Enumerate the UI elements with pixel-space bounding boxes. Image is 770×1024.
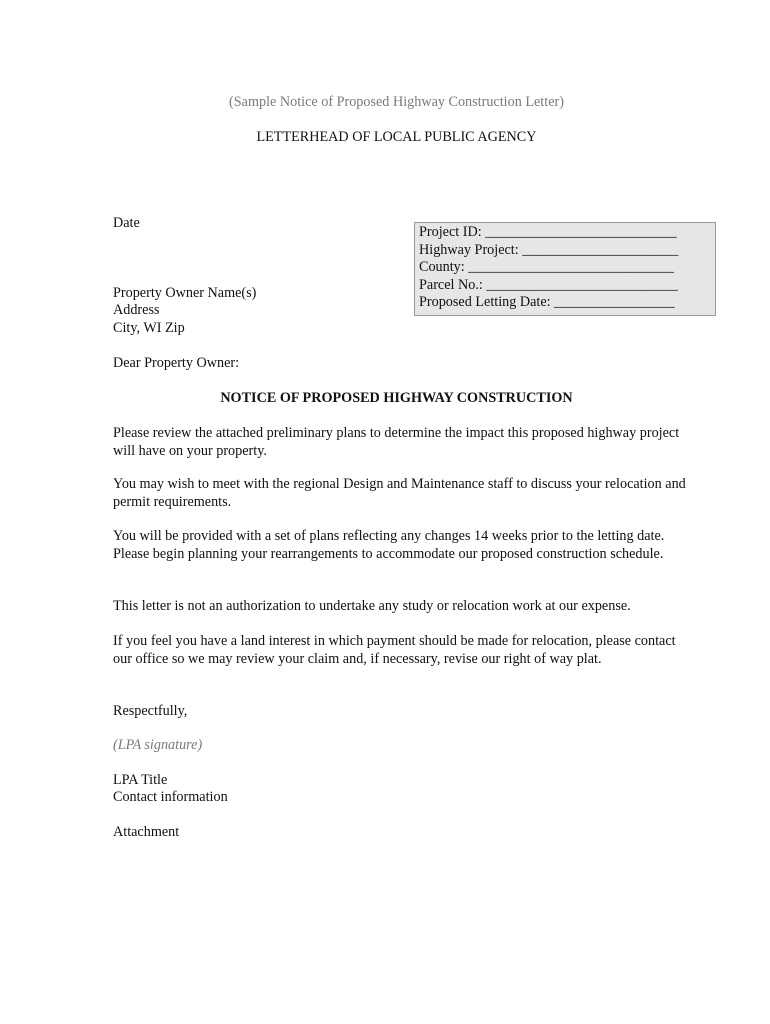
paragraph-review-plans: Please review the attached preliminary plans to determine the impact this proposed highway project will have on your property. — [113, 425, 680, 459]
recipient-city: City, WI Zip — [113, 320, 185, 336]
recipient-address: Address — [113, 302, 160, 318]
highway-project-field: Highway Project: ______________________ — [419, 241, 679, 258]
signer-title: LPA Title — [113, 772, 168, 788]
sample-note: (Sample Notice of Proposed Highway Construction Letter) — [229, 94, 564, 110]
paragraph-plans-provided: You will be provided with a set of plans reflecting any changes 14 weeks prior to the letting date. Please begin planning your rearrangements to accommodate our proposed construction schedule. — [113, 528, 665, 562]
notice-title: NOTICE OF PROPOSED HIGHWAY CONSTRUCTION — [220, 390, 573, 406]
letting-date-field: Proposed Letting Date: _________________ — [419, 294, 675, 310]
project-info-box — [414, 222, 716, 316]
project-id-field: Project ID: ___________________________ — [419, 224, 677, 240]
county-field: County: _____________________________ — [419, 259, 674, 275]
recipient-name: Property Owner Name(s) — [113, 285, 257, 301]
closing: Respectfully, — [113, 703, 188, 719]
parcel-no-field: Parcel No.: ___________________________ — [419, 276, 678, 293]
paragraph-meet-staff: You may wish to meet with the regional Design and Maintenance staff to discuss your relocation and permit requirements. — [113, 476, 686, 510]
salutation: Dear Property Owner: — [113, 355, 240, 371]
letterhead: LETTERHEAD OF LOCAL PUBLIC AGENCY — [256, 129, 537, 145]
signature-placeholder: (LPA signature) — [113, 737, 203, 753]
date-label: Date — [113, 215, 140, 231]
attachment-label: Attachment — [113, 824, 180, 840]
signer-contact: Contact information — [113, 789, 228, 805]
paragraph-land-interest: If you feel you have a land interest in which payment should be made for relocation, please contact our office so we may review your claim and, if necessary, revise our right of way plat. — [113, 633, 676, 667]
paragraph-not-authorization: This letter is not an authorization to undertake any study or relocation work at our expense. — [113, 598, 631, 614]
